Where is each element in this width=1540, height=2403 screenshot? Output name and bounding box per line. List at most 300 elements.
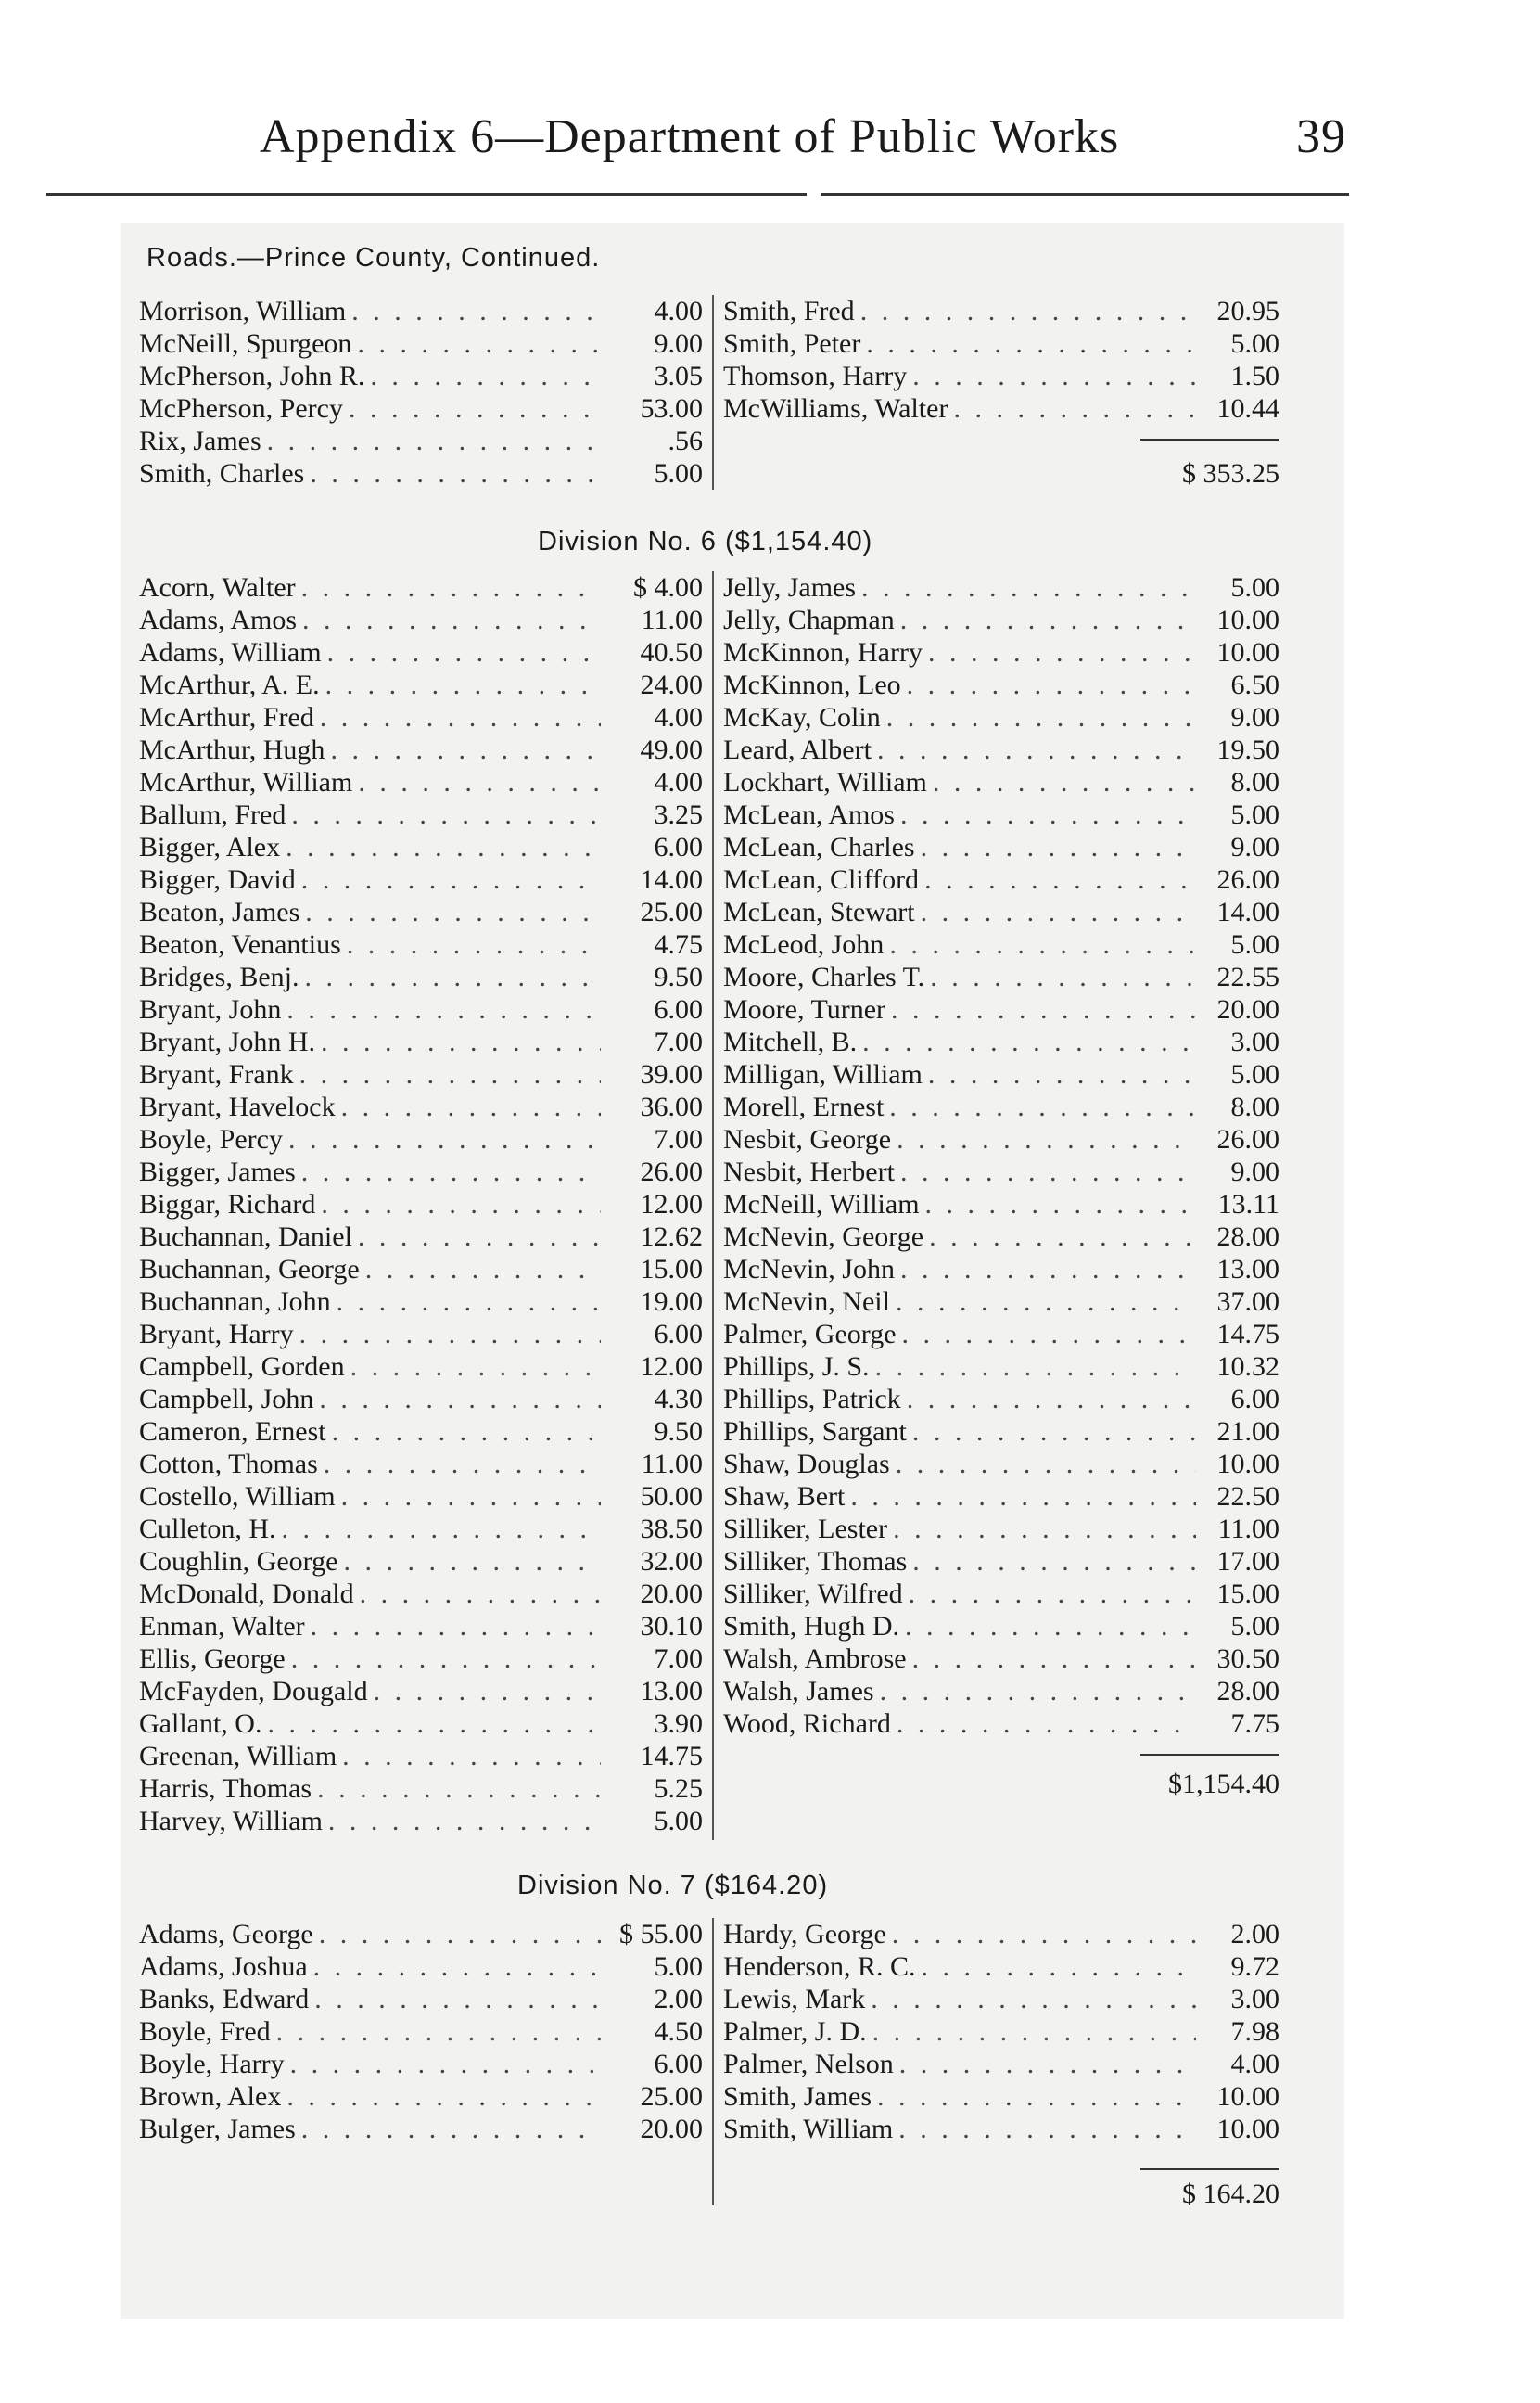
list-item [139,669,703,701]
dot-leader [860,327,1196,360]
entry-name: Moore, Turner [723,994,886,1025]
dot-leader [923,636,1196,669]
dot-leader [895,1156,1196,1188]
entry-name: McPherson, John R. [139,361,365,391]
list-item [139,863,703,896]
entry-amount: 40.50 [640,637,703,668]
dot-leader [884,928,1196,961]
entry-name: Boyle, Fred [139,2016,271,2047]
list-item [139,1253,703,1285]
entry-name: Shaw, Douglas [723,1449,890,1479]
list-item [139,1918,703,1950]
entry-name: Gallant, O. [139,1708,262,1739]
dot-leader [915,1950,1196,1983]
entry-amount: 6.00 [654,2049,703,2079]
list-item [139,604,703,636]
entry-name: Nesbit, Herbert [723,1157,895,1187]
dot-leader [923,1058,1196,1091]
entry-amount: 10.00 [1216,2081,1279,2112]
list-item [139,799,703,831]
entry-amount: 5.00 [654,458,703,489]
entry-amount: 28.00 [1216,1221,1279,1252]
list-item [723,734,1279,766]
entry-amount: 30.10 [640,1611,703,1642]
entry-name: Smith, William [723,2114,894,2144]
dot-leader [901,669,1196,701]
entry-amount: 12.00 [640,1351,703,1382]
list-item [139,1578,703,1610]
entry-amount: 3.05 [654,361,703,391]
entry-amount: 10.00 [1216,637,1279,668]
dot-leader [336,1091,601,1123]
entry-amount: 7.75 [1230,1708,1279,1739]
entry-name: McNeill, Spurgeon [139,328,352,359]
entry-amount: 13.00 [640,1676,703,1706]
dot-leader [296,571,601,604]
list-item [139,1285,703,1318]
entry-amount: 5.00 [1230,1611,1279,1642]
list-item [723,327,1279,360]
list-item [723,392,1279,425]
entry-name: McLean, Stewart [723,897,915,927]
entry-amount: 1.50 [1230,361,1279,391]
entry-name: Milligan, William [723,1059,923,1090]
entry-amount: 4.00 [654,767,703,798]
dot-leader [895,799,1196,831]
entry-amount: 20.00 [640,1579,703,1609]
entry-name: McLean, Clifford [723,864,920,895]
dot-leader [857,1026,1196,1058]
entry-amount: 14.00 [640,864,703,895]
entry-amount: 9.72 [1230,1951,1279,1982]
list-item [723,993,1279,1026]
entry-name: McNevin, George [723,1221,924,1252]
entry-amount: 4.50 [654,2016,703,2047]
dot-leader [283,1123,601,1156]
list-item [723,1415,1279,1448]
dot-leader [855,295,1196,327]
list-item [139,360,703,392]
dot-leader [294,1318,601,1350]
entry-name: Bryant, Havelock [139,1092,336,1122]
entry-amount: 4.00 [1230,2049,1279,2079]
entry-name: Adams, William [139,637,322,668]
entry-name: Bridges, Benj. [139,962,299,992]
list-item [723,295,1279,327]
entry-name: Bryant, Harry [139,1319,294,1349]
list-item [723,1707,1279,1740]
entry-amount: 22.55 [1216,962,1279,992]
entry-name: Acorn, Walter [139,572,296,603]
dot-leader [895,604,1196,636]
entry-name: McWilliams, Walter [723,393,948,424]
dot-leader [346,295,601,327]
page-header [260,109,1354,174]
dot-leader [337,1740,601,1772]
list-item [139,1513,703,1545]
list-item [723,766,1279,799]
entry-name: Harvey, William [139,1806,323,1836]
entry-amount: $ 55.00 [619,1919,703,1949]
dot-leader [299,896,601,928]
entry-name: McFayden, Dougald [139,1676,368,1706]
list-item [723,799,1279,831]
entry-amount: 22.50 [1216,1481,1279,1512]
dot-leader [865,1983,1196,2015]
dot-leader [923,1221,1196,1253]
entry-amount: 20.95 [1216,296,1279,326]
entry-amount: 19.00 [640,1286,703,1317]
list-item [139,831,703,863]
entry-name: Cameron, Ernest [139,1416,326,1447]
entry-amount: 9.00 [654,328,703,359]
entry-amount: .56 [668,426,703,456]
division-6-table [139,571,1279,1851]
dot-leader [315,1188,601,1221]
list-item [139,1350,703,1383]
entry-amount: 15.00 [640,1254,703,1285]
list-item [139,701,703,734]
dot-leader [897,1318,1196,1350]
entry-name: Palmer, George [723,1319,897,1349]
division-7-table [139,1918,1279,2224]
list-item [139,1156,703,1188]
entry-amount: 9.00 [1230,702,1279,733]
entry-amount: 21.00 [1216,1416,1279,1447]
dot-leader [907,360,1196,392]
dot-leader [872,734,1196,766]
list-item [139,2080,703,2113]
entry-name: Buchannan, George [139,1254,360,1285]
dot-leader [872,2080,1196,2113]
entry-name: McArthur, Fred [139,702,314,733]
entry-name: McArthur, A. E. [139,670,320,700]
list-item [723,1123,1279,1156]
entry-amount: 9.50 [654,962,703,992]
entry-amount: 14.75 [640,1741,703,1771]
entry-amount: 53.00 [640,393,703,424]
dot-leader [920,1188,1196,1221]
division-7-left-column [139,1918,703,2145]
entry-amount: 9.00 [1230,1157,1279,1187]
dot-leader [296,863,601,896]
entry-amount: 3.00 [1230,1984,1279,2014]
entry-name: Beaton, Venantius [139,929,341,960]
list-item [723,961,1279,993]
entry-name: Boyle, Percy [139,1124,283,1155]
list-item [723,1188,1279,1221]
dot-leader [314,701,601,734]
dot-leader [893,2113,1196,2145]
dot-leader [313,1918,601,1950]
list-item [139,1188,703,1221]
entry-name: Smith, Fred [723,296,855,326]
dot-leader [341,928,601,961]
entry-amount: 11.00 [641,1449,703,1479]
list-item [139,1642,703,1675]
entry-name: Coughlin, George [139,1546,338,1577]
entry-name: Jelly, Chapman [723,605,895,635]
list-item [723,1448,1279,1480]
list-item [723,604,1279,636]
list-item [723,1285,1279,1318]
list-item [139,1983,703,2015]
entry-name: Banks, Edward [139,1984,310,2014]
entry-amount: 13.11 [1217,1189,1279,1220]
entry-amount: 3.25 [654,799,703,830]
entry-name: Biggar, Richard [139,1189,316,1220]
list-item [723,1480,1279,1513]
dot-leader [286,1642,601,1675]
list-item [139,571,703,604]
entry-name: McArthur, Hugh [139,735,325,765]
entry-amount: 7.00 [654,1027,703,1057]
entry-amount: 19.50 [1216,735,1279,765]
entry-amount: 39.00 [640,1059,703,1090]
entry-amount: 25.00 [640,897,703,927]
dot-leader [368,1675,601,1707]
dot-leader [286,799,601,831]
dot-leader [856,571,1196,604]
entry-amount: 36.00 [640,1092,703,1122]
division-6-total-rule [1140,1754,1279,1756]
roads-right-column [723,295,1279,425]
entry-name: Enman, Walter [139,1611,305,1642]
entry-amount: 5.00 [1230,929,1279,960]
entry-name: Palmer, Nelson [723,2049,894,2079]
dot-leader [884,1091,1196,1123]
dot-leader [296,1156,601,1188]
entry-amount: 4.00 [654,296,703,326]
list-item [139,1675,703,1707]
section-heading-division-6: Division No. 6 ($1,154.40) [538,527,873,556]
list-item [723,1026,1279,1058]
dot-leader [297,604,601,636]
list-item [723,1253,1279,1285]
entry-name: Henderson, R. C. [723,1951,916,1982]
dot-leader [285,2048,601,2080]
roads-table [139,295,1279,499]
entry-amount: 14.75 [1216,1319,1279,1349]
entry-name: Silliker, Wilfred [723,1579,903,1609]
dot-leader [886,1918,1196,1950]
dot-leader [308,1950,601,1983]
entry-name: McLean, Amos [723,799,895,830]
entry-amount: 10.00 [1216,605,1279,635]
dot-leader [305,1610,601,1642]
dot-leader [895,1253,1196,1285]
dot-leader [299,961,602,993]
column-divider [712,571,714,1840]
dot-leader [915,896,1196,928]
entry-amount: 10.00 [1216,1449,1279,1479]
list-item [723,1350,1279,1383]
entry-name: Adams, Joshua [139,1951,308,1982]
entry-name: Phillips, J. S. [723,1351,870,1382]
entry-name: Walsh, Ambrose [723,1643,907,1674]
division-6-total: $1,154.40 [1168,1769,1279,1799]
entry-name: Phillips, Patrick [723,1384,901,1414]
entry-name: Walsh, James [723,1676,874,1706]
page-number: 39 [1296,110,1346,163]
dot-leader [354,1578,601,1610]
entry-amount: 6.00 [654,832,703,863]
entry-name: Moore, Charles T. [723,962,925,992]
list-item [723,896,1279,928]
entry-amount: 28.00 [1216,1676,1279,1706]
entry-name: Greenan, William [139,1741,337,1771]
entry-name: Shaw, Bert [723,1481,846,1512]
entry-amount: 6.00 [654,994,703,1025]
entry-amount: 8.00 [1230,1092,1279,1122]
division-7-total-rule [1140,2168,1279,2170]
entry-name: Wood, Richard [723,1708,891,1739]
dot-leader [352,766,601,799]
dot-leader [304,457,601,490]
entry-amount: 14.00 [1216,897,1279,927]
entry-name: McArthur, William [139,767,353,798]
list-item [723,1918,1279,1950]
dot-leader [867,2015,1196,2048]
division-6-right-column [723,571,1279,1740]
entry-name: Smith, James [723,2081,872,2112]
entry-amount: 11.00 [641,605,703,635]
dot-leader [948,392,1196,425]
list-item [139,636,703,669]
entry-amount: 17.00 [1216,1546,1279,1577]
dot-leader [351,327,601,360]
list-item [723,636,1279,669]
entry-amount: 2.00 [1230,1919,1279,1949]
header-rule-right [821,193,1349,196]
entry-amount: 9.00 [1230,832,1279,863]
entry-name: Silliker, Lester [723,1514,888,1544]
list-item [139,1058,703,1091]
list-item [139,1740,703,1772]
entry-name: Smith, Hugh D. [723,1611,900,1642]
dot-leader [901,1383,1196,1415]
entry-amount: 5.00 [1230,1059,1279,1090]
entry-amount: 2.00 [654,1984,703,2014]
dot-leader [907,1642,1196,1675]
dot-leader [903,1578,1196,1610]
list-item [139,1480,703,1513]
division-6-left-column [139,571,703,1837]
entry-name: Buchannan, Daniel [139,1221,352,1252]
dot-leader [281,2080,601,2113]
list-item [723,1675,1279,1707]
entry-name: Campbell, Gorden [139,1351,345,1382]
entry-name: Ellis, George [139,1643,286,1674]
entry-name: McKay, Colin [723,702,881,733]
entry-name: Mitchell, B. [723,1027,858,1057]
dot-leader [320,669,601,701]
list-item [139,734,703,766]
list-item [139,1707,703,1740]
dot-leader [887,1513,1196,1545]
dot-leader [845,1480,1196,1513]
entry-name: Adams, George [139,1919,313,1949]
dot-leader [281,993,601,1026]
entry-name: McNevin, John [723,1254,895,1285]
entry-name: Campbell, John [139,1384,314,1414]
entry-name: Boyle, Harry [139,2049,285,2079]
list-item [139,1221,703,1253]
list-item [723,701,1279,734]
list-item [139,425,703,457]
list-item [723,831,1279,863]
entry-amount: 37.00 [1216,1286,1279,1317]
list-item [723,1642,1279,1675]
entry-name: Ballum, Fred [139,799,286,830]
entry-amount: 6.50 [1230,670,1279,700]
list-item [139,1610,703,1642]
dot-leader [894,2048,1196,2080]
dot-leader [336,1480,601,1513]
entry-name: Bigger, James [139,1157,296,1187]
entry-amount: 10.44 [1216,393,1279,424]
entry-name: Bryant, John [139,994,282,1025]
list-item [723,1545,1279,1578]
division-7-total: $ 164.20 [1182,2179,1279,2209]
list-item [723,1383,1279,1415]
entry-name: Beaton, James [139,897,300,927]
entry-name: Rix, James [139,426,261,456]
entry-amount: 24.00 [640,670,703,700]
entry-amount: 20.00 [640,2114,703,2144]
dot-leader [891,1707,1196,1740]
list-item [139,2048,703,2080]
list-item [139,327,703,360]
entry-amount: 32.00 [640,1546,703,1577]
dot-leader [271,2015,601,2048]
entry-amount: 3.90 [654,1708,703,1739]
roads-total-rule [1140,439,1279,441]
entry-name: Culleton, H. [139,1514,276,1544]
dot-leader [326,1415,601,1448]
entry-name: Bigger, Alex [139,832,281,863]
entry-name: Lockhart, William [723,767,927,798]
list-item [139,1805,703,1837]
dot-leader [318,1448,601,1480]
dot-leader [337,1545,601,1578]
entry-amount: 20.00 [1216,994,1279,1025]
entry-amount: 5.00 [1230,799,1279,830]
dot-leader [325,734,601,766]
entry-name: McKinnon, Leo [723,670,901,700]
dot-leader [924,961,1196,993]
entry-name: Phillips, Sargant [723,1416,907,1447]
list-item [139,1318,703,1350]
entry-name: Nesbit, George [723,1124,892,1155]
list-item [139,1415,703,1448]
list-item [723,928,1279,961]
division-7-right-column [723,1918,1279,2145]
list-item [139,896,703,928]
dot-leader [907,1545,1196,1578]
dot-leader [331,1285,601,1318]
entry-name: Harris, Thomas [139,1773,312,1804]
dot-leader [294,1058,601,1091]
entry-name: Bulger, James [139,2114,296,2144]
entry-amount: 7.00 [654,1643,703,1674]
list-item [723,1610,1279,1642]
entry-amount: 26.00 [1216,1124,1279,1155]
list-item [723,1221,1279,1253]
roads-left-column [139,295,703,490]
entry-name: McLeod, John [723,929,885,960]
list-item [139,1772,703,1805]
